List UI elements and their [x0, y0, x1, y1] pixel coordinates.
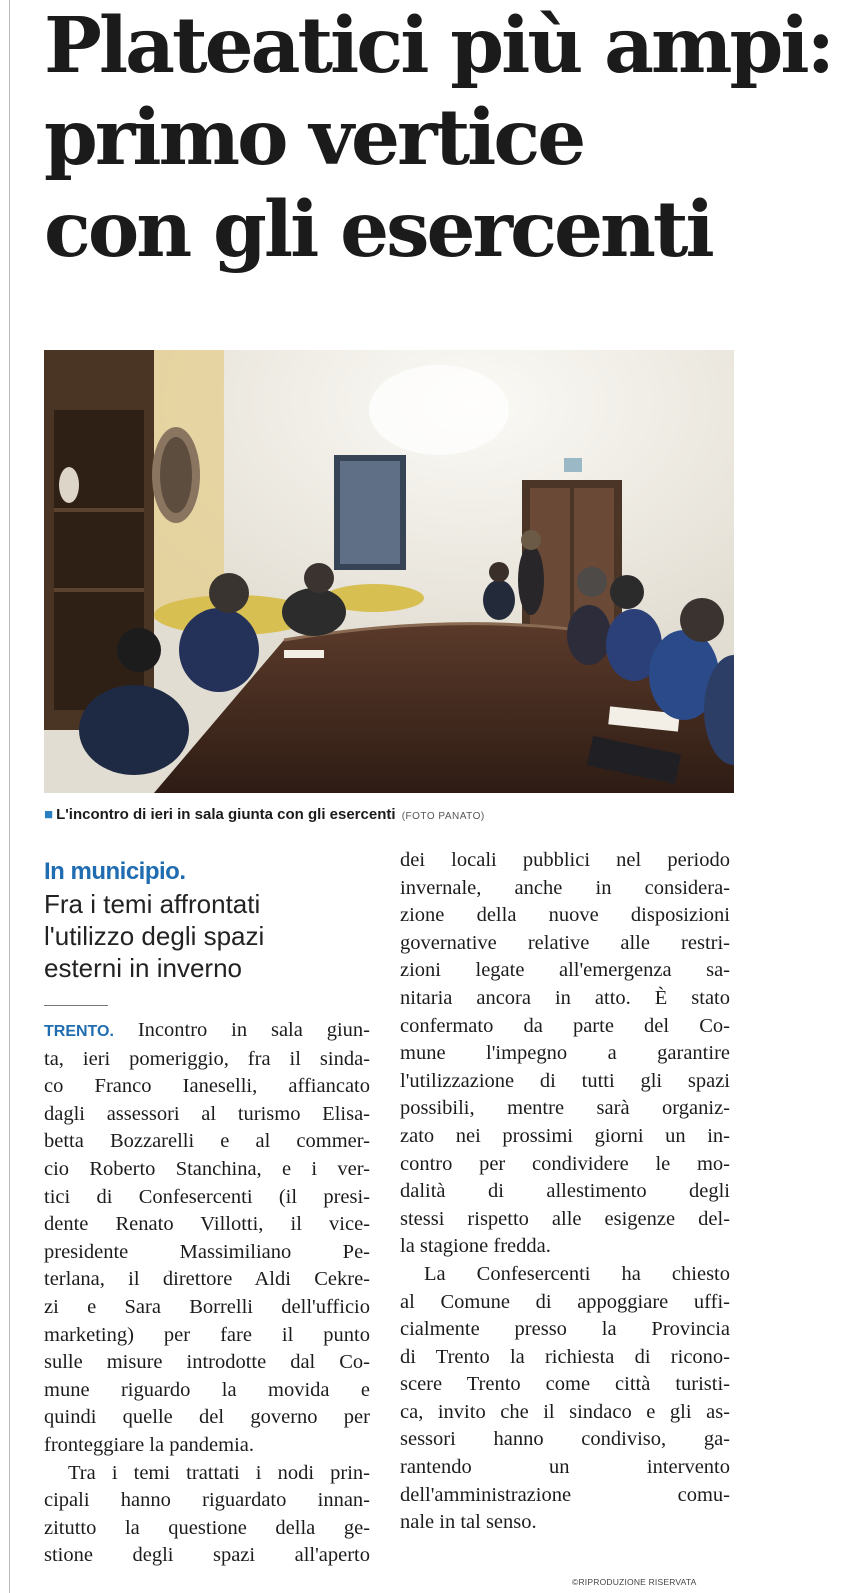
body-line: marketing) per fare il punto: [44, 1323, 370, 1346]
body-column-1: [44, 1017, 370, 1570]
body-line: nitaria ancora in atto. È stato: [400, 986, 730, 1009]
dateline: TRENTO.: [44, 1023, 114, 1040]
copyright-notice: ©RIPRODUZIONE RISERVATA: [572, 1577, 697, 1587]
body-line: cialmente presso la Provincia: [400, 1318, 730, 1341]
subhead-line: l'utilizzo degli spazi: [44, 921, 265, 951]
body-line: zi e Sara Borrelli dell'ufficio: [44, 1295, 370, 1318]
body-line: quindi quelle del governo per: [44, 1406, 370, 1429]
subhead-kicker: In municipio.: [44, 858, 186, 885]
body-line: zioni legate all'emergenza sa-: [400, 959, 730, 982]
column-rule: [9, 0, 10, 1593]
body-line: presidente Massimiliano Pe-: [44, 1240, 370, 1263]
body-line: dagli assessori al turismo Elisa-: [44, 1102, 370, 1125]
body-line: dell'amministrazione comu-: [400, 1483, 730, 1506]
body-line: invernale, anche in considera-: [400, 876, 730, 899]
body-line: co Franco Ianeselli, affiancato: [44, 1075, 370, 1098]
body-line: betta Bozzarelli e al commer-: [44, 1130, 370, 1153]
article-photo: [44, 350, 734, 793]
body-line: Tra i temi trattati i nodi prin-: [68, 1461, 370, 1484]
body-line: confermato da parte del Co-: [400, 1014, 730, 1037]
body-line: zato nei prossimi giorni un in-: [400, 1124, 730, 1147]
headline-line-1: Plateatici più ampi:: [44, 1, 833, 91]
body-line: ta, ieri pomeriggio, fra il sinda-: [44, 1047, 370, 1070]
photo-caption: [44, 806, 744, 823]
body-line: dalità di allestimento degli: [400, 1180, 730, 1203]
bullet-icon: ■: [44, 806, 54, 823]
body-line: mune l'impegno a garantire: [400, 1042, 730, 1065]
headline: [44, 0, 833, 276]
photo-credit: (FOTO PANATO): [401, 811, 485, 822]
meeting-room-photo: [44, 350, 734, 793]
body-column-2: [400, 847, 730, 1537]
body-line: stessi rispetto alle esigenze del-: [400, 1207, 730, 1230]
body-line: mune riguardo la movida e: [44, 1378, 370, 1401]
body-line: sessori hanno condiviso, ga-: [400, 1428, 730, 1451]
body-line: di Trento la richiesta di ricono-: [400, 1345, 730, 1368]
subhead-text: [44, 888, 364, 984]
body-line: zione della nuove disposizioni: [400, 904, 730, 927]
body-line: zitutto la questione della ge-: [44, 1516, 370, 1539]
body-line: al Comune di appoggiare uffi-: [400, 1290, 730, 1313]
body-line: scere Trento come città turisti-: [400, 1373, 730, 1396]
body-line: sulle misure introdotte dal Co-: [44, 1351, 370, 1374]
body-line: cio Roberto Stanchina, e i ver-: [44, 1157, 370, 1180]
body-line: ca, invito che il sindaco e gli as-: [400, 1400, 730, 1423]
body-line: stione degli spazi all'aperto: [44, 1544, 370, 1567]
body-line: l'utilizzazione di tutti gli spazi: [400, 1069, 730, 1092]
headline-line-3: con gli esercenti: [44, 185, 712, 275]
body-line: La Confesercenti ha chiesto: [424, 1262, 730, 1285]
body-line: nale in tal senso.: [400, 1511, 537, 1534]
body-line: tici di Confesercenti (il presi-: [44, 1185, 370, 1208]
subhead-divider: [44, 1005, 108, 1006]
body-line: cipali hanno riguardato innan-: [44, 1489, 370, 1512]
body-line: contro per condividere le mo-: [400, 1152, 730, 1175]
body-line: possibili, mentre sarà organiz-: [400, 1097, 730, 1120]
body-line: dente Renato Villotti, il vice-: [44, 1213, 370, 1236]
body-line: la stagione fredda.: [400, 1235, 551, 1258]
body-line: TRENTO. Incontro in sala giun-: [44, 1019, 370, 1041]
body-line: terlana, il direttore Aldi Cekre-: [44, 1268, 370, 1291]
subhead-line: Fra i temi affrontati: [44, 889, 261, 919]
body-line: fronteggiare la pandemia.: [44, 1433, 255, 1456]
headline-line-2: primo vertice: [44, 93, 584, 183]
caption-text: L'incontro di ieri in sala giunta con gli esercenti: [56, 806, 396, 823]
body-line: dei locali pubblici nel periodo: [400, 849, 730, 871]
body-line: rantendo un intervento: [400, 1456, 730, 1479]
body-line: governative relative alle restri-: [400, 931, 730, 954]
subhead-line: esterni in inverno: [44, 953, 242, 983]
